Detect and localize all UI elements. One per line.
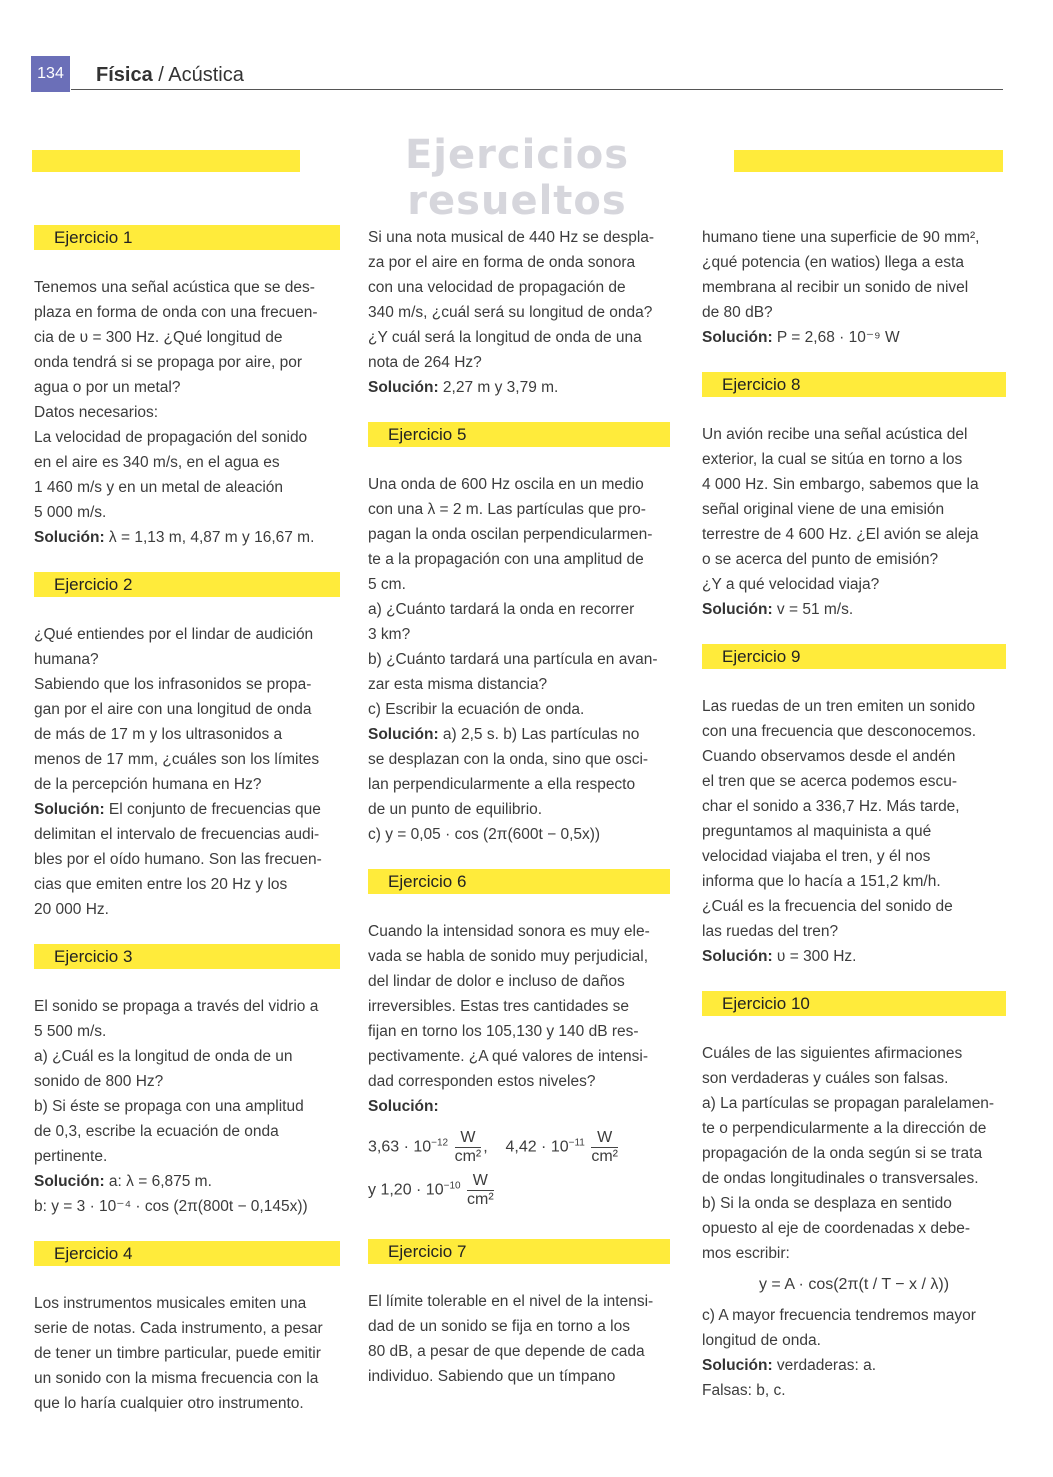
unit-fraction	[467, 1172, 494, 1209]
exercise-5-heading: Ejercicio 5	[368, 422, 670, 447]
text-line: humana?	[34, 651, 99, 668]
running-header	[96, 64, 244, 87]
text-line: exterior, la cual se sitúa en torno a los	[702, 451, 963, 468]
text-line: c) A mayor frecuencia tendremos mayor	[702, 1307, 976, 1324]
text-line: pertinente.	[34, 1148, 108, 1165]
unit-numerator: W	[591, 1129, 618, 1148]
solution-text: a) 2,5 s. b) Las partículas no	[442, 726, 640, 743]
exercise-1-text	[34, 275, 340, 550]
text-line: cia de υ = 300 Hz. ¿Qué longitud de	[34, 329, 283, 346]
solution-label: Solución:	[34, 529, 105, 546]
text-line: las ruedas del tren?	[702, 923, 839, 940]
exercise-4-text	[34, 1291, 340, 1416]
text-line: bles por el oído humano. Son las frecuen-	[34, 851, 322, 868]
exercise-6-heading: Ejercicio 6	[368, 869, 670, 894]
text-line: lan perpendicularmente a ella respecto	[368, 776, 636, 793]
text-line: del lindar de dolor e incluso de daños	[368, 973, 625, 990]
unit-fraction	[455, 1129, 482, 1166]
text-line: 1 460 m/s y en un metal de aleación	[34, 479, 284, 496]
exercise-10-solution	[702, 1353, 1006, 1378]
exercise-3-heading: Ejercicio 3	[34, 944, 340, 969]
text-line: ¿Y a qué velocidad viaja?	[702, 576, 880, 593]
text-line: El sonido se propaga a través del vidrio a	[34, 998, 319, 1015]
text-line: vada se habla de sonido muy perjudicial,	[368, 948, 649, 965]
exercise-9-text	[702, 694, 1006, 969]
text-line: Los instrumentos musicales emiten una	[34, 1295, 307, 1312]
text-line: 20 000 Hz.	[34, 901, 109, 918]
exercise-4-continued	[368, 225, 670, 400]
intensity-value-2: 4,42 · 10	[505, 1138, 569, 1156]
exercise-8-solution	[702, 597, 1006, 622]
exercise-7-solution	[702, 325, 1006, 350]
unit-numerator: W	[467, 1172, 494, 1191]
unit-denominator: cm²	[467, 1191, 494, 1208]
text-line: menos de 17 mm, ¿cuáles son los límites	[34, 751, 320, 768]
solution-label: Solución:	[702, 948, 773, 965]
text-line: 5 000 m/s.	[34, 504, 107, 521]
solution-text: El conjunto de frecuencias que	[108, 801, 321, 818]
text-line: 5 500 m/s.	[34, 1023, 107, 1040]
exercise-5-solution	[368, 722, 670, 747]
text-line: cias que emiten entre los 20 Hz y los	[34, 876, 288, 893]
text-line: delimitan el intervalo de frecuencias audi-	[34, 826, 320, 843]
exponent: −12	[431, 1137, 449, 1149]
text-line: a) La partículas se propagan paralelamen-	[702, 1095, 995, 1112]
exercise-8-text	[702, 422, 1006, 622]
text-line: a) ¿Cuál es la longitud de onda de un	[34, 1048, 293, 1065]
text-line: de más de 17 m y los ultrasonidos a	[34, 726, 283, 743]
text-line: Cuáles de las siguientes afirmaciones	[702, 1045, 963, 1062]
text-line: o se acerca del punto de emisión?	[702, 551, 939, 568]
page-title: Ejercicios resueltos	[404, 132, 630, 224]
text-line: irreversibles. Estas tres cantidades se	[368, 998, 630, 1015]
title-banner-left	[32, 150, 300, 172]
text-line: dad corresponden estos niveles?	[368, 1073, 596, 1090]
text-line: ¿Qué entiendes por el lindar de audición	[34, 626, 314, 643]
text-line: c) Escribir la ecuación de onda.	[368, 701, 585, 718]
exercise-7-continued	[702, 225, 1006, 350]
exercise-3-text	[34, 994, 340, 1219]
text-line: agua o por un metal?	[34, 379, 181, 396]
text-line: plaza en forma de onda con una frecuen-	[34, 304, 318, 321]
solution-label: Solución:	[702, 601, 773, 618]
intensity-value-3: y 1,20 · 10	[368, 1181, 444, 1199]
unit-fraction	[591, 1129, 618, 1166]
text-line: Las ruedas de un tren emiten un sonido	[702, 698, 976, 715]
text-line: 5 cm.	[368, 576, 406, 593]
solution-label: Solución:	[702, 1357, 773, 1374]
text-line: onda tendrá si se propaga por aire, por	[34, 354, 302, 371]
text-line: de la percepción humana en Hz?	[34, 776, 262, 793]
text-line: informa que lo hacía a 151,2 km/h.	[702, 873, 941, 890]
text-line: de tener un timbre particular, puede emitir	[34, 1345, 321, 1362]
text-line: Tenemos una señal acústica que se des-	[34, 279, 315, 296]
exercise-8-heading: Ejercicio 8	[702, 372, 1006, 397]
page-number: 134	[31, 56, 70, 92]
solution-text: Falsas: b, c.	[702, 1382, 786, 1399]
text-line: se desplazan con la onda, sino que osci-	[368, 751, 649, 768]
exponent: −11	[568, 1137, 585, 1149]
text-line: propagación de la onda según si se trata	[702, 1145, 983, 1162]
solution-label: Solución:	[34, 1173, 105, 1190]
exercise-1-heading: Ejercicio 1	[34, 225, 340, 250]
exercise-2-text	[34, 622, 340, 922]
column-3	[702, 225, 1006, 1403]
text-line: con una velocidad de propagación de	[368, 279, 626, 296]
text-line: b) ¿Cuánto tardará una partícula en avan-	[368, 651, 658, 668]
solution-label: Solución:	[368, 379, 439, 396]
text-line: dad de un sonido se fija en torno a los	[368, 1318, 630, 1335]
text-line: 340 m/s, ¿cuál será su longitud de onda?	[368, 304, 653, 321]
column-2	[368, 225, 670, 1389]
title-banner-right	[734, 150, 1003, 172]
text-line: ¿qué potencia (en watios) llega a esta	[702, 254, 964, 271]
header-separator: /	[158, 64, 164, 86]
text-line: Si una nota musical de 440 Hz se despla-	[368, 229, 655, 246]
text-line: nota de 264 Hz?	[368, 354, 482, 371]
text-line: velocidad viajaba el tren, y él nos	[702, 848, 931, 865]
solution-equation: c) y = 0,05 · cos (2π(600t − 0,5x))	[368, 826, 601, 843]
text-line: za por el aire en forma de onda sonora	[368, 254, 636, 271]
text-line: serie de notas. Cada instrumento, a pesar	[34, 1320, 323, 1337]
text-line: fijan en torno los 105,130 y 140 dB res-	[368, 1023, 639, 1040]
text-line: con una λ = 2 m. Las partículas que pro-	[368, 501, 646, 518]
text-line: opuesto al eje de coordenadas x debe-	[702, 1220, 971, 1237]
text-line: char el sonido a 336,7 Hz. Más tarde,	[702, 798, 960, 815]
text-line: membrana al recibir un sonido de nivel	[702, 279, 969, 296]
text-line: La velocidad de propagación del sonido	[34, 429, 308, 446]
header-subject: Física	[96, 64, 153, 86]
text-line: Datos necesarios:	[34, 404, 159, 421]
text-line: te o perpendicularmente a la dirección de	[702, 1120, 987, 1137]
header-rule	[71, 89, 1003, 90]
solution-text: λ = 1,13 m, 4,87 m y 16,67 m.	[108, 529, 315, 546]
text-line: un sonido con la misma frecuencia con la	[34, 1370, 319, 1387]
unit-denominator: cm²	[591, 1148, 618, 1165]
header-section: Acústica	[168, 64, 244, 86]
text-line: mos escribir:	[702, 1245, 790, 1262]
separator-comma: ,	[483, 1138, 488, 1156]
text-line: 80 dB, a pesar de que depende de cada	[368, 1343, 645, 1360]
text-line: de ondas longitudinales o transversales.	[702, 1170, 979, 1187]
text-line: longitud de onda.	[702, 1332, 821, 1349]
text-line: Cuando la intensidad sonora es muy ele-	[368, 923, 650, 940]
exercise-6-text	[368, 919, 670, 1209]
solution-text: υ = 300 Hz.	[776, 948, 857, 965]
text-line: b) Si la onda se desplaza en sentido	[702, 1195, 952, 1212]
intensity-value-1: 3,63 · 10	[368, 1138, 432, 1156]
text-line: 4 000 Hz. Sin embargo, sabemos que la	[702, 476, 979, 493]
text-line: de un punto de equilibrio.	[368, 801, 543, 818]
text-line: te a la propagación con una amplitud de	[368, 551, 644, 568]
exercise-9-solution	[702, 944, 1006, 969]
text-line: Sabiendo que los infrasonidos se propa-	[34, 676, 312, 693]
text-line: con una frecuencia que desconocemos.	[702, 723, 977, 740]
exercise-1-solution	[34, 525, 340, 550]
text-line: en el aire es 340 m/s, en el agua es	[34, 454, 280, 471]
text-line: zar esta misma distancia?	[368, 676, 548, 693]
text-line: ¿Y cuál será la longitud de onda de una	[368, 329, 642, 346]
unit-denominator: cm²	[454, 1148, 482, 1165]
text-line: Cuando observamos desde el andén	[702, 748, 956, 765]
text-line: de 80 dB?	[702, 304, 773, 321]
text-line: señal original viene de una emisión	[702, 501, 945, 518]
exercise-10-text	[702, 1041, 1006, 1403]
solution-label: Solución:	[368, 726, 439, 743]
text-line: Un avión recibe una señal acústica del	[702, 426, 968, 443]
exercise-7-heading: Ejercicio 7	[368, 1239, 670, 1264]
exercise-2-solution	[34, 797, 340, 822]
exponent: −10	[443, 1180, 461, 1192]
solution-text: 2,27 m y 3,79 m.	[442, 379, 559, 396]
exercise-5-text	[368, 472, 670, 847]
text-line: gan por el aire con una longitud de onda	[34, 701, 312, 718]
solution-text: a: λ = 6,875 m.	[108, 1173, 212, 1190]
text-line: son verdaderas y cuáles son falsas.	[702, 1070, 949, 1087]
exercise-9-heading: Ejercicio 9	[702, 644, 1006, 669]
text-line: que lo haría cualquier otro instrumento.	[34, 1395, 304, 1412]
solution-label: Solución:	[702, 329, 773, 346]
solution-label: Solución:	[34, 801, 105, 818]
exercise-2-heading: Ejercicio 2	[34, 572, 340, 597]
wave-equation: y = A · cos(2π(t / T − x / λ))	[758, 1276, 950, 1293]
text-line: individuo. Sabiendo que un tímpano	[368, 1368, 616, 1385]
exercise-6-solution-values	[368, 1129, 670, 1209]
text-line: el tren que se acerca podemos escu-	[702, 773, 958, 790]
exercise-10-heading: Ejercicio 10	[702, 991, 1006, 1016]
solution-equation: b: y = 3 · 10⁻⁴ · cos (2π(800t − 0,145x))	[34, 1198, 308, 1215]
exercise-3-solution	[34, 1169, 340, 1194]
text-line: El límite tolerable en el nivel de la intensi-	[368, 1293, 654, 1310]
text-line: ¿Cuál es la frecuencia del sonido de	[702, 898, 953, 915]
solution-text: P = 2,68 · 10⁻⁹ W	[776, 329, 900, 346]
text-line: humano tiene una superficie de 90 mm²,	[702, 229, 980, 246]
text-line: preguntamos al maquinista a qué	[702, 823, 932, 840]
exercise-4-heading: Ejercicio 4	[34, 1241, 340, 1266]
unit-numerator: W	[455, 1129, 482, 1148]
exercise-7-text	[368, 1289, 670, 1389]
text-line: a) ¿Cuánto tardará la onda en recorrer	[368, 601, 635, 618]
exercise-4-solution	[368, 375, 670, 400]
text-line: pectivamente. ¿A qué valores de intensi-	[368, 1048, 649, 1065]
column-1	[34, 225, 340, 1416]
text-line: de 0,3, escribe la ecuación de onda	[34, 1123, 279, 1140]
text-line: pagan la onda oscilan perpendicularmen-	[368, 526, 653, 543]
text-line: 3 km?	[368, 626, 411, 643]
solution-text: v = 51 m/s.	[776, 601, 854, 618]
solution-text: verdaderas: a.	[776, 1357, 877, 1374]
solution-label: Solución:	[368, 1098, 439, 1115]
text-line: b) Si éste se propaga con una amplitud	[34, 1098, 304, 1115]
text-line: Una onda de 600 Hz oscila en un medio	[368, 476, 644, 493]
text-line: terrestre de 4 600 Hz. ¿El avión se aleja	[702, 526, 979, 543]
text-line: sonido de 800 Hz?	[34, 1073, 164, 1090]
